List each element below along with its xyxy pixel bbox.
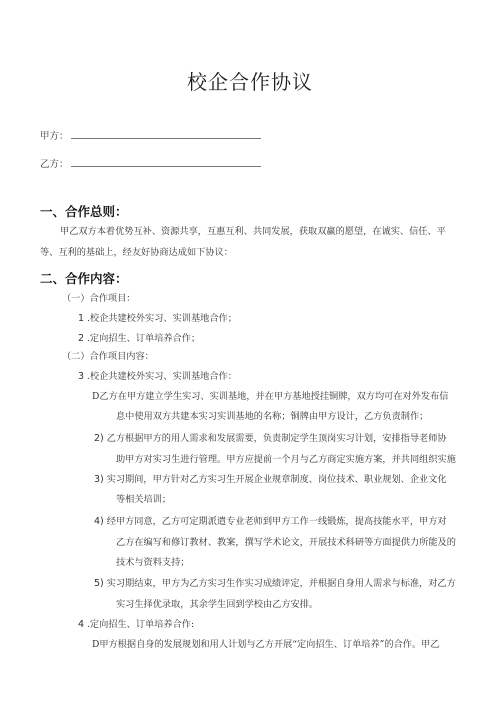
clause3-number: 3) — [94, 474, 104, 485]
clause4-number: 4) — [94, 516, 104, 527]
clause1-line1: D乙方在甲方建立学生实习、实训基地，并在甲方基地授挂铜牌，双方均可在对外发布信 — [92, 391, 449, 402]
clause4-line3: 技术与资料支持； — [116, 557, 190, 568]
clause5-text: 实习期结束，甲方为乙方实习生作实习成绩评定，并根据自身用人需求与标准，对乙方 — [106, 578, 456, 589]
item1-text: .校企共建校外实习、实训基地合作； — [86, 313, 237, 324]
clause2-line1 — [94, 428, 447, 449]
clause3-line1 — [94, 469, 447, 490]
clause4-line2: 乙方在编写和修订教材、教案，撰写学术论文，开展技术科研等方面提供力所能及的 — [116, 537, 456, 548]
item4-number: 4 — [78, 619, 85, 630]
clause3-text: 实习期间，甲方针对乙方实习生开展企业规章制度、岗位技术、职业规划、企业文化 — [106, 474, 447, 485]
subsection1-heading: （一）合作项目： — [62, 293, 136, 304]
item2-number: 2 — [78, 333, 85, 344]
clause6-line1: D甲方根据自身的发展规划和用人计划与乙方开展“定向招生、订单培养”的合作。甲乙 — [92, 639, 440, 650]
party-a-label: 甲方： — [40, 131, 69, 142]
section1-heading: 一、合作总则： — [40, 204, 128, 219]
item1-number: 1 — [78, 313, 85, 324]
clause5-line1 — [94, 573, 456, 594]
clause1-line2: 息中使用双方共建本实习实训基地的名称；铜牌由甲方设计，乙方负责制作； — [116, 411, 429, 422]
item3 — [78, 366, 237, 387]
clause2-text: 乙方根据甲方的用人需求和发展需要，负责制定学生顶岗实习计划，安排指导老师协 — [106, 433, 447, 444]
clause4-text: 经甲方同意，乙方可定期派遣专业老师到甲方工作一线锻炼，提高技能水平，甲方对 — [106, 516, 447, 527]
item2-text: .定向招生、订单培养合作； — [86, 333, 201, 344]
party-a-row — [40, 128, 261, 142]
document-title: 校企合作协议 — [187, 70, 313, 94]
item1 — [78, 308, 237, 329]
clause2-line2: 助甲方对实习生进行管理。甲方应提前一个月与乙方商定实施方案，并共同组织实施 — [116, 454, 456, 465]
clause2-number: 2) — [94, 433, 104, 444]
clause5-number: 5) — [94, 578, 104, 589]
clause4-line1 — [94, 511, 447, 532]
clause3-line2: 等相关培训； — [116, 494, 172, 505]
party-b-label: 乙方： — [40, 159, 69, 170]
party-a-blank-line — [71, 129, 261, 139]
item3-text: .校企共建校外实习、实训基地合作： — [86, 371, 237, 382]
item4-text: .定向招生、订单培养合作: — [86, 619, 195, 630]
subsection2-heading: （二）合作项目内容： — [62, 351, 154, 362]
section1-line1: 甲乙双方本着优势互补、资源共享，互惠互利、共同发展，获取双赢的愿望，在诚实、信任、平 — [60, 226, 446, 237]
section2-heading: 二、合作内容： — [40, 271, 128, 286]
section1-line2: 等、互利的基础上，经友好协商达成如下协议： — [40, 247, 233, 258]
party-b-blank-line — [71, 157, 261, 167]
party-b-row — [40, 156, 261, 170]
item3-number: 3 — [78, 371, 85, 382]
clause5-line2: 实习生择优录取，其余学生回到学校由乙方安排。 — [116, 599, 319, 610]
item4 — [78, 614, 194, 635]
